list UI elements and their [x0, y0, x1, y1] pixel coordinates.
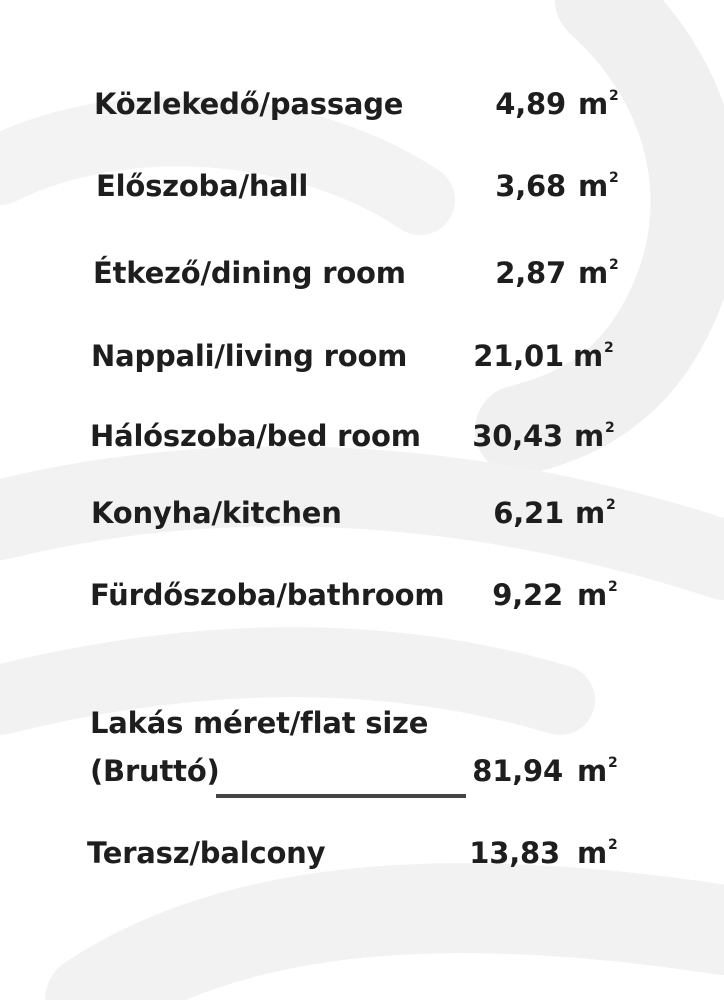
room-area-value: 6,21 — [493, 496, 564, 530]
unit-label: $m^2$ — [573, 339, 614, 373]
room-area-value: 4,89 — [495, 87, 566, 121]
room-row-dining-room — [93, 256, 623, 296]
unit-label: $m^2$ — [577, 836, 618, 870]
unit-label: $m^2$ — [574, 419, 615, 453]
flat-size-value: 81,94 — [472, 754, 563, 788]
room-label: Konyha/kitchen — [91, 496, 342, 530]
balcony-row — [87, 836, 627, 876]
room-row-kitchen — [91, 496, 626, 536]
room-row-passage — [94, 87, 624, 127]
flat-size-divider — [216, 794, 466, 798]
room-area-value: 9,22 — [492, 578, 563, 612]
flat-size-row — [90, 754, 627, 794]
room-area-value: 21,01 — [473, 339, 564, 373]
room-row-hall — [96, 169, 626, 209]
room-area-value: 30,43 — [472, 419, 563, 453]
room-label: Fürdőszoba/bathroom — [90, 578, 445, 612]
watermark-text — [212, 658, 470, 680]
room-row-bed-room — [90, 419, 625, 459]
unit-label: $m^2$ — [578, 87, 619, 121]
room-area-value: 2,87 — [495, 256, 566, 290]
flat-size-label: Lakás méret/flat size — [90, 706, 429, 740]
balcony-value: 13,83 — [469, 836, 560, 870]
unit-label: $m^2$ — [578, 169, 619, 203]
room-label: Közlekedő/passage — [94, 87, 404, 121]
balcony-label: Terasz/balcony — [87, 836, 326, 870]
flat-size-gross-label: (Bruttó) — [90, 754, 220, 788]
room-row-bathroom — [90, 578, 627, 618]
room-label: Étkező/dining room — [93, 256, 406, 290]
flat-size-label-line1 — [90, 706, 470, 746]
room-label: Nappali/living room — [91, 339, 408, 373]
room-area-value: 3,68 — [495, 169, 566, 203]
room-row-living-room — [91, 339, 626, 379]
room-label: Hálószoba/bed room — [90, 419, 421, 453]
room-label: Előszoba/hall — [96, 169, 309, 203]
unit-label: $m^2$ — [575, 496, 616, 530]
unit-label: $m^2$ — [577, 578, 618, 612]
unit-label: $m^2$ — [578, 256, 619, 290]
unit-label: $m^2$ — [577, 754, 618, 788]
